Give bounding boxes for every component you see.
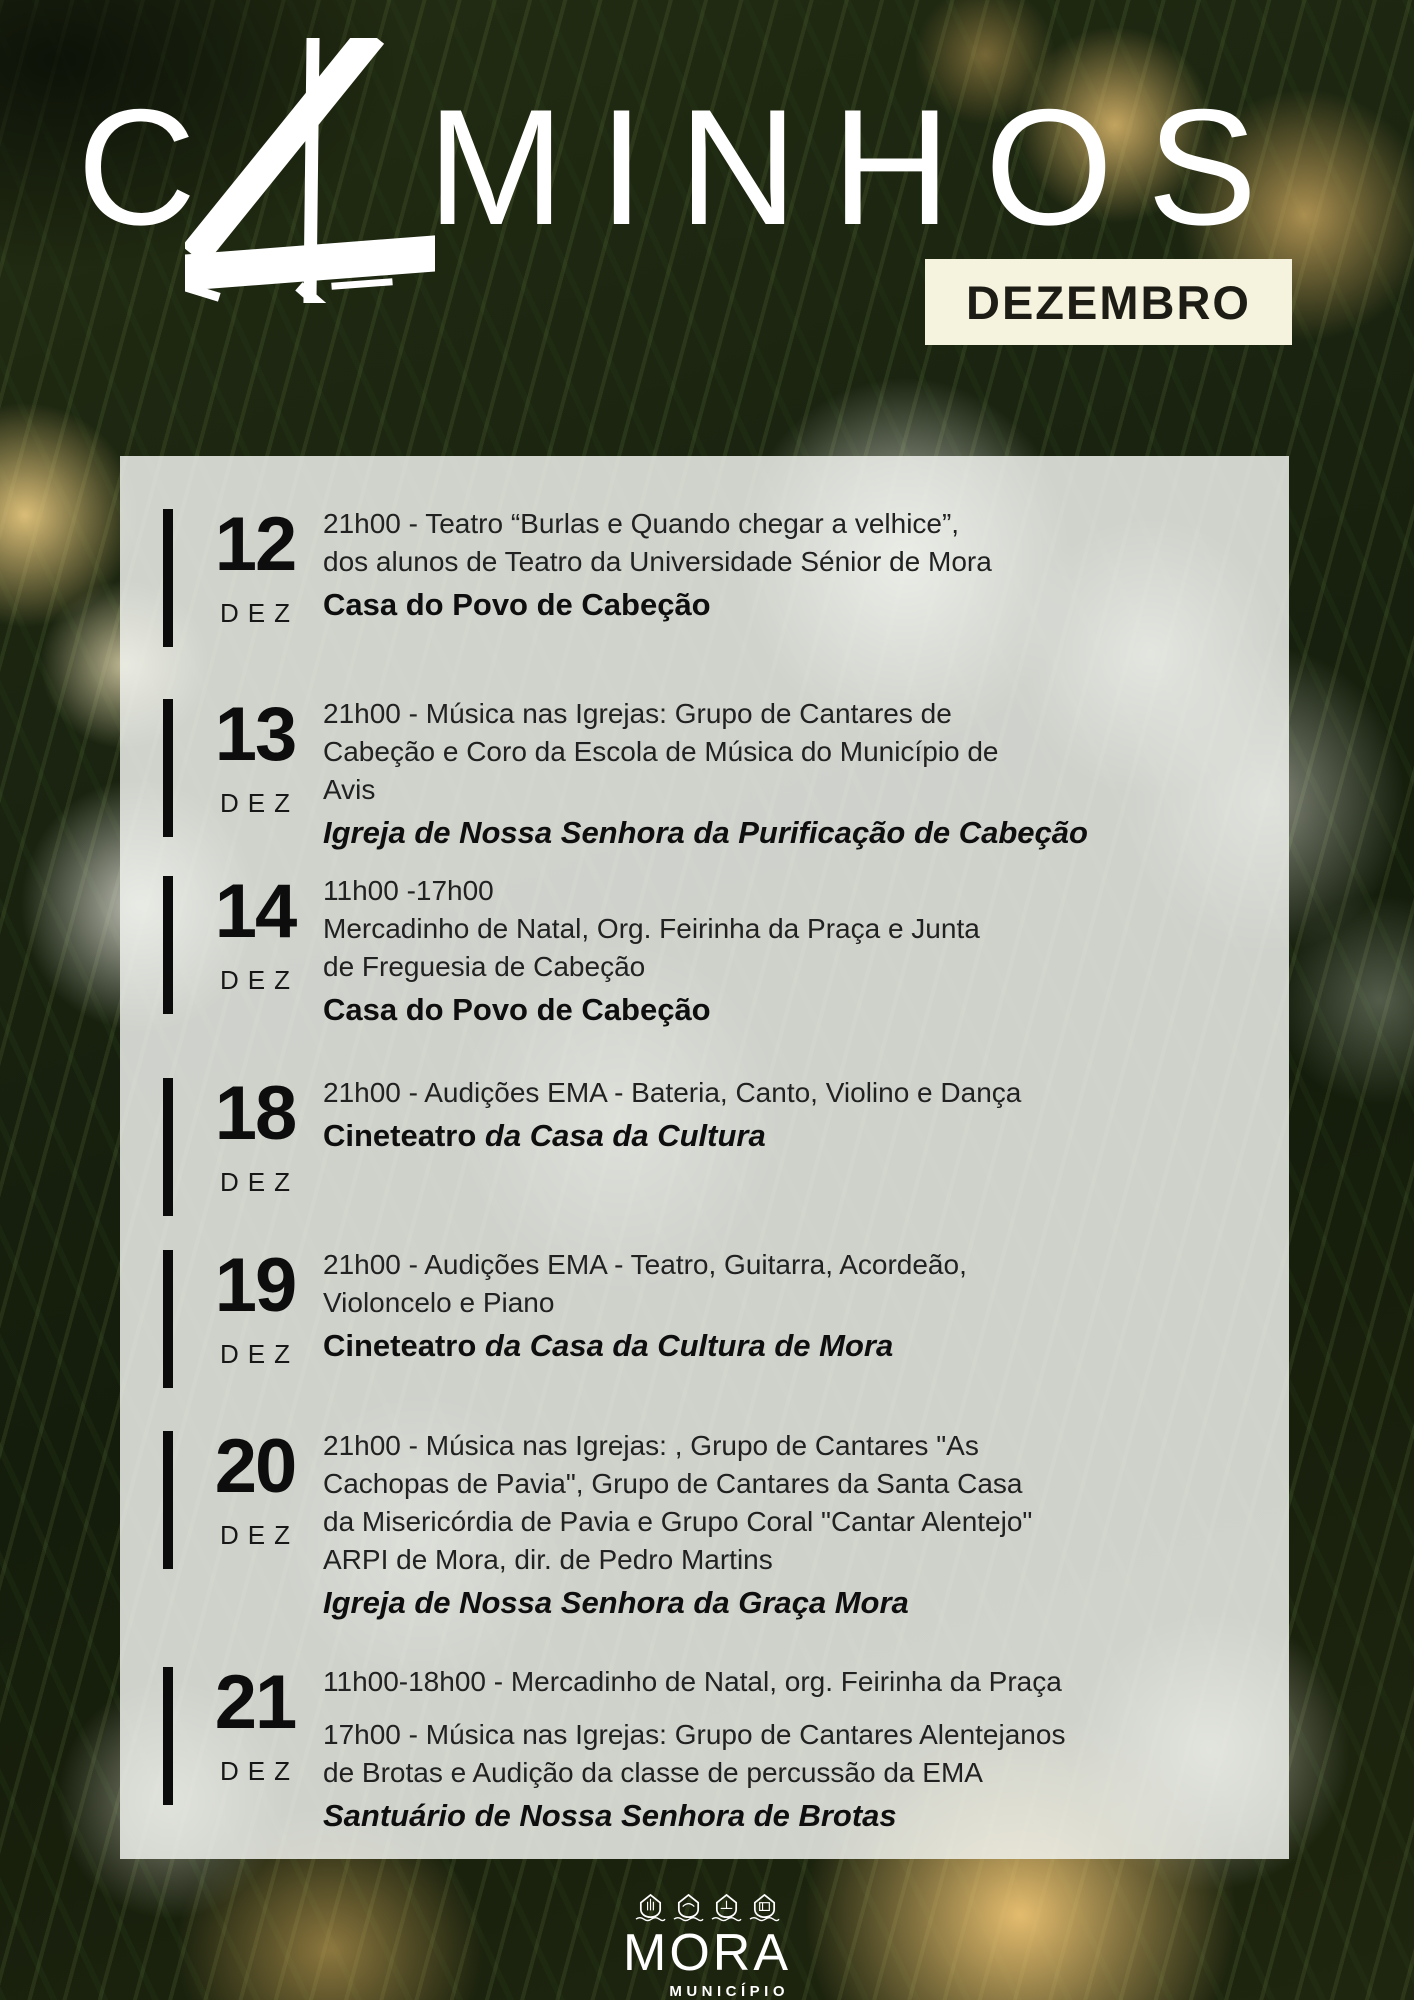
event-paragraph <box>323 1663 1273 1701</box>
venue-segment: da Casa da Cultura de Mora <box>484 1328 894 1363</box>
event-month: DEZ <box>220 787 299 818</box>
date-accent-bar <box>163 1431 173 1569</box>
logo-subtitle: MUNICÍPIO <box>669 1983 789 2000</box>
event-venue <box>323 813 1273 853</box>
event-details <box>323 695 1273 853</box>
event-line: Avis <box>323 774 376 805</box>
event-details <box>323 1427 1273 1623</box>
event-details <box>323 1246 1273 1366</box>
event-month: DEZ <box>220 1519 299 1550</box>
event-venue <box>323 1326 1273 1366</box>
event-paragraph <box>323 1716 1273 1792</box>
event-day: 12 <box>214 502 296 587</box>
event-details <box>323 872 1273 1030</box>
event-line: ARPI de Mora, dir. de Pedro Martins <box>323 1544 773 1575</box>
event-line: 11h00 -17h00 <box>323 875 494 906</box>
event-date <box>180 1071 330 1198</box>
date-accent-bar <box>163 699 173 837</box>
event-line: 21h00 - Música nas Igrejas: , Grupo de Cantares "As <box>323 1430 979 1461</box>
event-date <box>180 502 330 629</box>
events-panel <box>120 456 1289 1859</box>
event-line: Violoncelo e Piano <box>323 1287 555 1318</box>
event-venue <box>323 1116 1273 1156</box>
event-date <box>180 1424 330 1551</box>
date-accent-bar <box>163 1078 173 1216</box>
event-paragraph <box>323 1246 1273 1322</box>
event-line: 21h00 - Música nas Igrejas: Grupo de Cantares de <box>323 698 952 729</box>
event-date <box>180 869 330 996</box>
event-month: DEZ <box>220 1755 299 1786</box>
brush-numeral-4-icon <box>185 38 435 303</box>
event-paragraph <box>323 695 1273 809</box>
event-month: DEZ <box>220 1338 299 1369</box>
event-line: de Brotas e Audição da classe de percussão da EMA <box>323 1757 983 1788</box>
title-suffix: MINHOS <box>427 75 1292 259</box>
crest-icon <box>672 1893 705 1922</box>
date-accent-bar <box>163 1667 173 1805</box>
crest-icon <box>748 1893 781 1922</box>
logo-name: MORA <box>623 1924 791 1982</box>
event-month: DEZ <box>220 597 299 628</box>
venue-segment: Santuário de Nossa Senhora de Brotas <box>323 1798 897 1833</box>
event-venue <box>323 1796 1273 1836</box>
event-line: Cabeção e Coro da Escola de Música do Município de <box>323 736 999 767</box>
venue-segment: Cineteatro <box>323 1118 485 1153</box>
event-details <box>323 505 1273 625</box>
event-details <box>323 1074 1273 1156</box>
event-date <box>180 692 330 819</box>
event-day: 19 <box>214 1243 296 1328</box>
event-line: de Freguesia de Cabeção <box>323 951 646 982</box>
venue-segment: Igreja de Nossa Senhora da Graça Mora <box>323 1585 909 1620</box>
event-day: 18 <box>214 1071 296 1156</box>
event-paragraph <box>323 1427 1273 1579</box>
title-prefix: C <box>77 75 197 259</box>
event-line: 21h00 - Teatro “Burlas e Quando chegar a velhice”, <box>323 508 960 539</box>
event-line: Cachopas de Pavia", Grupo de Cantares da Santa Casa <box>323 1468 1023 1499</box>
date-accent-bar <box>163 1250 173 1388</box>
venue-segment: Casa do Povo de Cabeção <box>323 992 711 1027</box>
venue-segment: Cineteatro <box>323 1328 485 1363</box>
event-venue <box>323 1583 1273 1623</box>
event-line: 21h00 - Audições EMA - Teatro, Guitarra, Acordeão, <box>323 1249 967 1280</box>
event-line: 21h00 - Audições EMA - Bateria, Canto, Violino e Dança <box>323 1077 1022 1108</box>
date-accent-bar <box>163 876 173 1014</box>
venue-segment: Casa do Povo de Cabeção <box>323 587 711 622</box>
date-accent-bar <box>163 509 173 647</box>
event-date <box>180 1243 330 1370</box>
event-line: dos alunos de Teatro da Universidade Sénior de Mora <box>323 546 992 577</box>
event-day: 13 <box>214 692 296 777</box>
event-line: Mercadinho de Natal, Org. Feirinha da Praça e Junta <box>323 913 980 944</box>
month-badge: DEZEMBRO <box>925 259 1292 345</box>
event-month: DEZ <box>220 1166 299 1197</box>
crest-icon <box>634 1893 667 1922</box>
event-date <box>180 1660 330 1787</box>
event-month: DEZ <box>220 964 299 995</box>
event-paragraph <box>323 505 1273 581</box>
event-line: 17h00 - Música nas Igrejas: Grupo de Cantares Alentejanos <box>323 1719 1066 1750</box>
event-line: da Misericórdia de Pavia e Grupo Coral "Cantar Alentejo" <box>323 1506 1033 1537</box>
event-paragraph <box>323 872 1273 986</box>
crest-icon <box>710 1893 743 1922</box>
event-venue <box>323 990 1273 1030</box>
venue-segment: Igreja de Nossa Senhora da Purificação de Cabeção <box>323 815 1088 850</box>
event-day: 14 <box>214 869 296 954</box>
crest-icons-row <box>634 1893 781 1922</box>
event-venue <box>323 585 1273 625</box>
municipality-logo <box>623 1893 791 2000</box>
event-details <box>323 1663 1273 1836</box>
event-day: 21 <box>214 1660 296 1745</box>
event-day: 20 <box>214 1424 296 1509</box>
event-line: 11h00-18h00 - Mercadinho de Natal, org. Feirinha da Praça <box>323 1666 1062 1697</box>
venue-segment: da Casa da Cultura <box>484 1118 766 1153</box>
event-paragraph <box>323 1074 1273 1112</box>
